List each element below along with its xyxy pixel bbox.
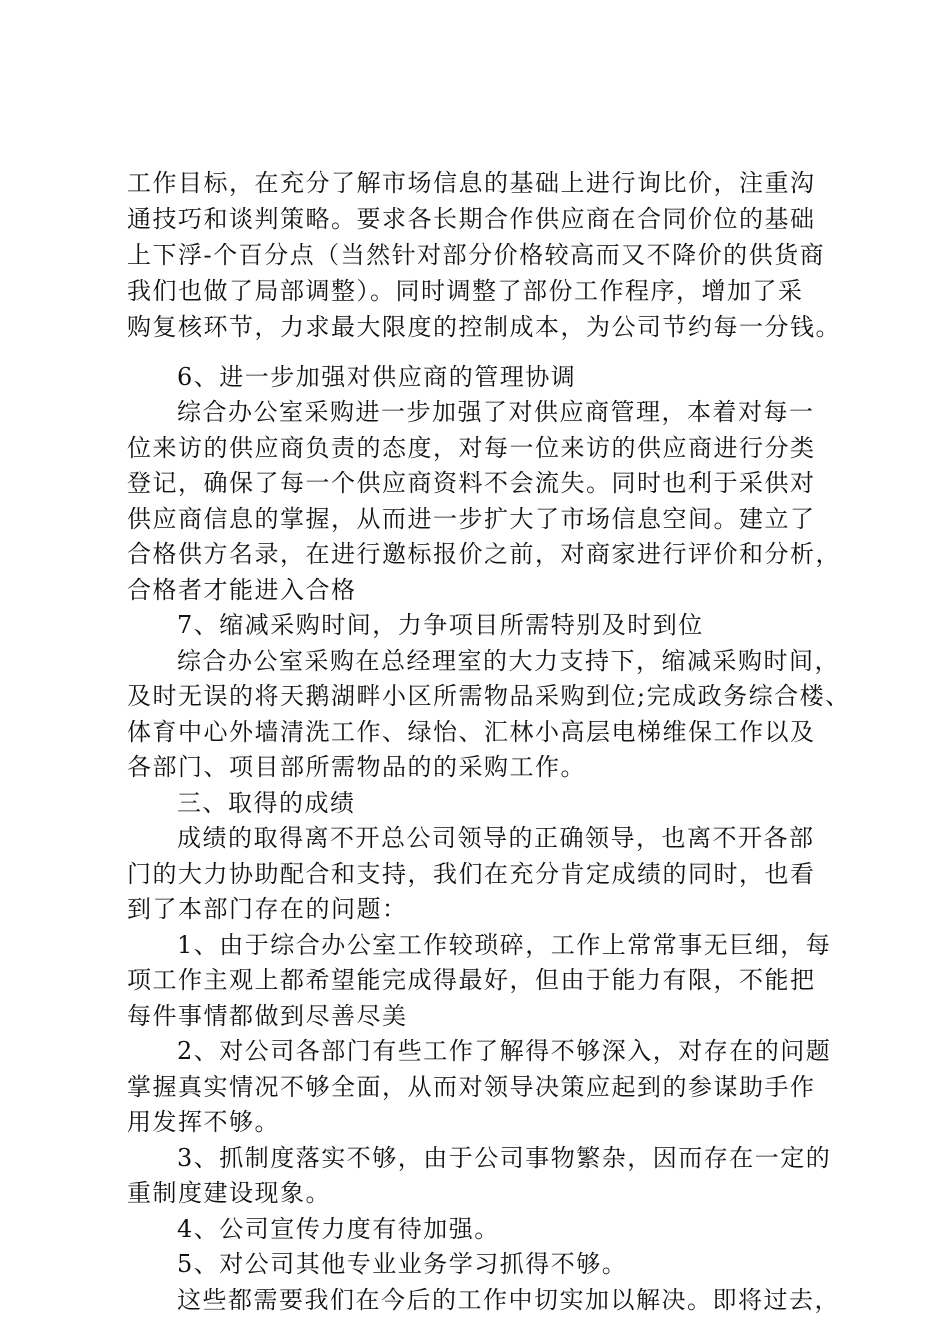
paragraph-line: 成绩的取得离不开总公司领导的正确领导，也离不开各部 <box>177 824 815 852</box>
paragraph-line: 1、由于综合办公室工作较琐碎，工作上常常事无巨细，每 <box>177 931 832 959</box>
paragraph-line: 合格供方名录，在进行邀标报价之前，对商家进行评价和分析， <box>127 540 841 568</box>
paragraph-line: 工作目标，在充分了解市场信息的基础上进行询比价，注重沟 <box>127 169 816 197</box>
paragraph-line: 门的大力协助配合和支持，我们在充分肯定成绩的同时，也看 <box>127 860 816 888</box>
paragraph-line: 掌握真实情况不够全面，从而对领导决策应起到的参谋助手作 <box>127 1073 816 1101</box>
section-heading: 7、缩减采购时间，力争项目所需特别及时到位 <box>177 611 704 639</box>
paragraph-line: 项工作主观上都希望能完成得最好，但由于能力有限，不能把 <box>127 966 816 994</box>
paragraph-line: 位来访的供应商负责的态度，对每一位来访的供应商进行分类 <box>127 434 816 462</box>
paragraph-line: 用发挥不够。 <box>127 1108 280 1136</box>
paragraph-line: 合格者才能进入合格 <box>127 576 357 604</box>
paragraph-line: 登记，确保了每一个供应商资料不会流失。同时也利于采供对 <box>127 469 816 497</box>
paragraph-line: 各部门、项目部所需物品的的采购工作。 <box>127 753 586 781</box>
paragraph-line: 5、对公司其他专业业务学习抓得不够。 <box>177 1250 628 1278</box>
paragraph-line: 2、对公司各部门有些工作了解得不够深入，对存在的问题 <box>177 1037 832 1065</box>
paragraph-line: 体育中心外墙清洗工作、绿怡、汇林小高层电梯维保工作以及 <box>127 718 816 746</box>
paragraph-line: 重制度建设现象。 <box>127 1179 331 1207</box>
paragraph-line: 及时无误的将天鹅湖畔小区所需物品采购到位;完成政务综合楼、 <box>127 682 851 710</box>
paragraph-line: 综合办公室采购进一步加强了对供应商管理，本着对每一 <box>177 398 815 426</box>
paragraph-line: 我们也做了局部调整）。同时调整了部份工作程序，增加了采 <box>127 277 804 305</box>
paragraph-line: 到了本部门存在的问题： <box>127 895 408 923</box>
paragraph-line: 4、公司宣传力度有待加强。 <box>177 1215 500 1243</box>
paragraph-line: 这些都需要我们在今后的工作中切实加以解决。即将过去， <box>177 1286 840 1314</box>
paragraph-line: 供应商信息的掌握，从而进一步扩大了市场信息空间。建立了 <box>127 505 816 533</box>
paragraph-line: 3、抓制度落实不够，由于公司事物繁杂，因而存在一定的 <box>177 1144 832 1172</box>
paragraph-line: 通技巧和谈判策略。要求各长期合作供应商在合同价位的基础 <box>127 205 816 233</box>
section-heading: 6、进一步加强对供应商的管理协调 <box>177 363 577 391</box>
paragraph-line: 综合办公室采购在总经理室的大力支持下，缩减采购时间， <box>177 647 840 675</box>
paragraph-line: 上下浮-个百分点（当然针对部分价格较高而又不降价的供货商 <box>127 241 826 269</box>
section-heading: 三、取得的成绩 <box>177 789 356 817</box>
paragraph-line: 购复核环节，力求最大限度的控制成本，为公司节约每一分钱。 <box>127 313 841 341</box>
paragraph-line: 每件事情都做到尽善尽美 <box>127 1002 408 1030</box>
